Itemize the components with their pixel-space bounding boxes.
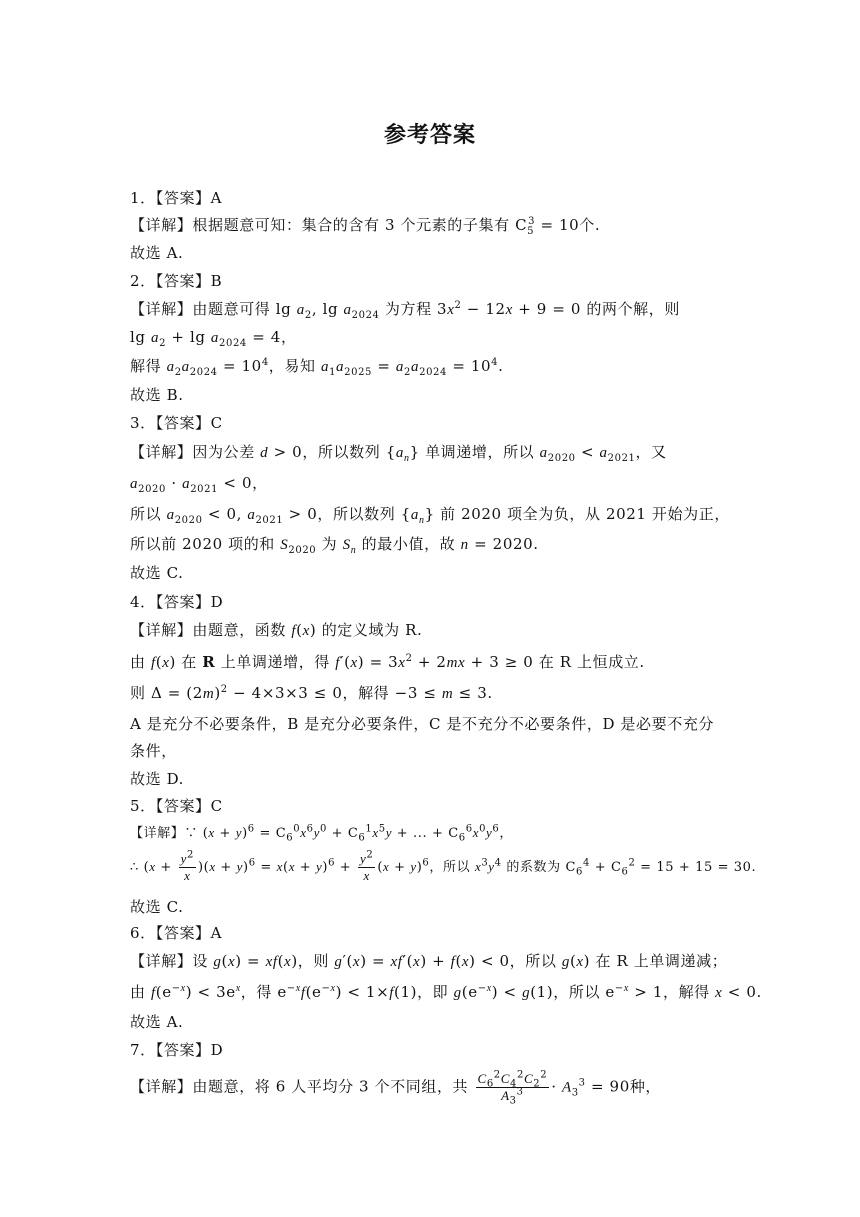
answer-1-conclusion: 故选 A. (130, 244, 184, 262)
answer-2-result: 解得 $a_2a_{2024} = 10^4$，易知 $a_1a_{2025} = a_2a_{2024} = 10^4$. (130, 357, 504, 378)
answer-3-heading: 3．【答案】C (130, 414, 223, 432)
answer-4-derivative: 由 f(x) 在 R 上单调递增，得 $f'(x) = 3x^2 + 2mx + 3 \ge 0$ 在 R 上恒成立. (130, 653, 645, 671)
page-title: 参考答案 (383, 123, 476, 148)
answer-2-detail: 【详解】由题意可得 $\lg a_2$, $\lg a_{2024}$ 为方程 $3x^2 - 12x + 9 = 0$ 的两个解，则 (130, 300, 680, 321)
answer-7-detail: 【详解】由题意，将 6 人平均分 3 个不同组，共 $\frac{C_6^2C_4^2C_2^2}{A_3^3}$ · $A_3^3 = 90$种， (130, 1069, 662, 1107)
answer-4-conclusion: 故选 D. (130, 770, 185, 788)
answer-4-detail: 【详解】由题意，函数 f(x) 的定义域为 R. (130, 621, 423, 639)
answer-6-conclusion: 故选 A. (130, 1013, 184, 1031)
answer-6-inequality: 由 $f(e^{-x}) < 3e^x$，得 $e^{-x}f(e^{-x}) < 1\times f(1)$，即 $g(e^{-x}) < g(1)$，所以 $e^{-x} > 1$，解得 x < 0. (130, 983, 762, 1001)
answer-5-detail: 【详解】∵ $(x + y)^6 = C_6^0x^6y^0 + C_6^1x^5y$ + ... + $C_6^6x^0y^6$， (130, 823, 513, 844)
answer-5-conclusion: 故选 C. (130, 898, 184, 916)
answer-6-heading: 6．【答案】A (130, 924, 223, 942)
answer-4-discriminant: 则 $\Delta = (2m)^2 - 4\times 3\times 3 \le 0$，解得 −3 ≤ m ≤ 3. (130, 684, 493, 702)
answer-4-options: A 是充分不必要条件，B 是充分必要条件，C 是不充分不必要条件，D 是必要不充分 (130, 715, 715, 733)
answer-3-sign: 所以 $a_{2020} < 0$, $a_{2021} > 0$，所以数列 $\{a_n\}$ 前 2020 项全为负，从 2021 开始为正， (130, 505, 730, 526)
answer-5-heading: 5．【答案】C (130, 797, 223, 815)
answer-6-detail: 【详解】设 g(x) = xf(x)，则 g′(x) = xf′(x) + f(x) < 0，所以 g(x) 在 R 上单调递减； (130, 952, 728, 970)
answer-2-heading: 2．【答案】B (130, 272, 223, 290)
answer-2-conclusion: 故选 B. (130, 386, 184, 404)
answer-3-result: 所以前 2020 项的和 $S_{2020}$ 为 $S_n$ 的最小值，故 n = 2020. (130, 535, 539, 556)
answer-1-heading: 1．【答案】A (130, 189, 223, 207)
answer-3-conclusion: 故选 C. (130, 564, 184, 582)
answer-4-options-cont: 条件， (130, 742, 177, 760)
answer-5-coefficient: ∴ (x + $\frac{y^2}{x}$ )$(x + y)^6 = x(x + y)^6$ + $\frac{y^2}{x}$ $(x + y)^6$，所以 $x^3y^4$ 的系数为 $C_6^4 + C_6^2 = 15 + 15 = 30$. (130, 849, 757, 883)
answer-1-detail: 【详解】根据题意可知：集合的含有 3 个元素的子集有 $C_5^3 = 10$个. (130, 216, 601, 237)
answer-3-detail-cont: $a_{2020} \cdot a_{2021} < 0$， (130, 474, 268, 495)
answer-3-detail: 【详解】因为公差 d > 0，所以数列 $\{a_n\}$ 单调递增，所以 $a_{2020} < a_{2021}$，又 (130, 443, 667, 464)
answer-4-heading: 4．【答案】D (130, 593, 224, 611)
answer-7-heading: 7．【答案】D (130, 1041, 224, 1059)
answer-2-detail-cont: $\lg a_2 + \lg a_{2024} = 4$， (130, 328, 297, 349)
